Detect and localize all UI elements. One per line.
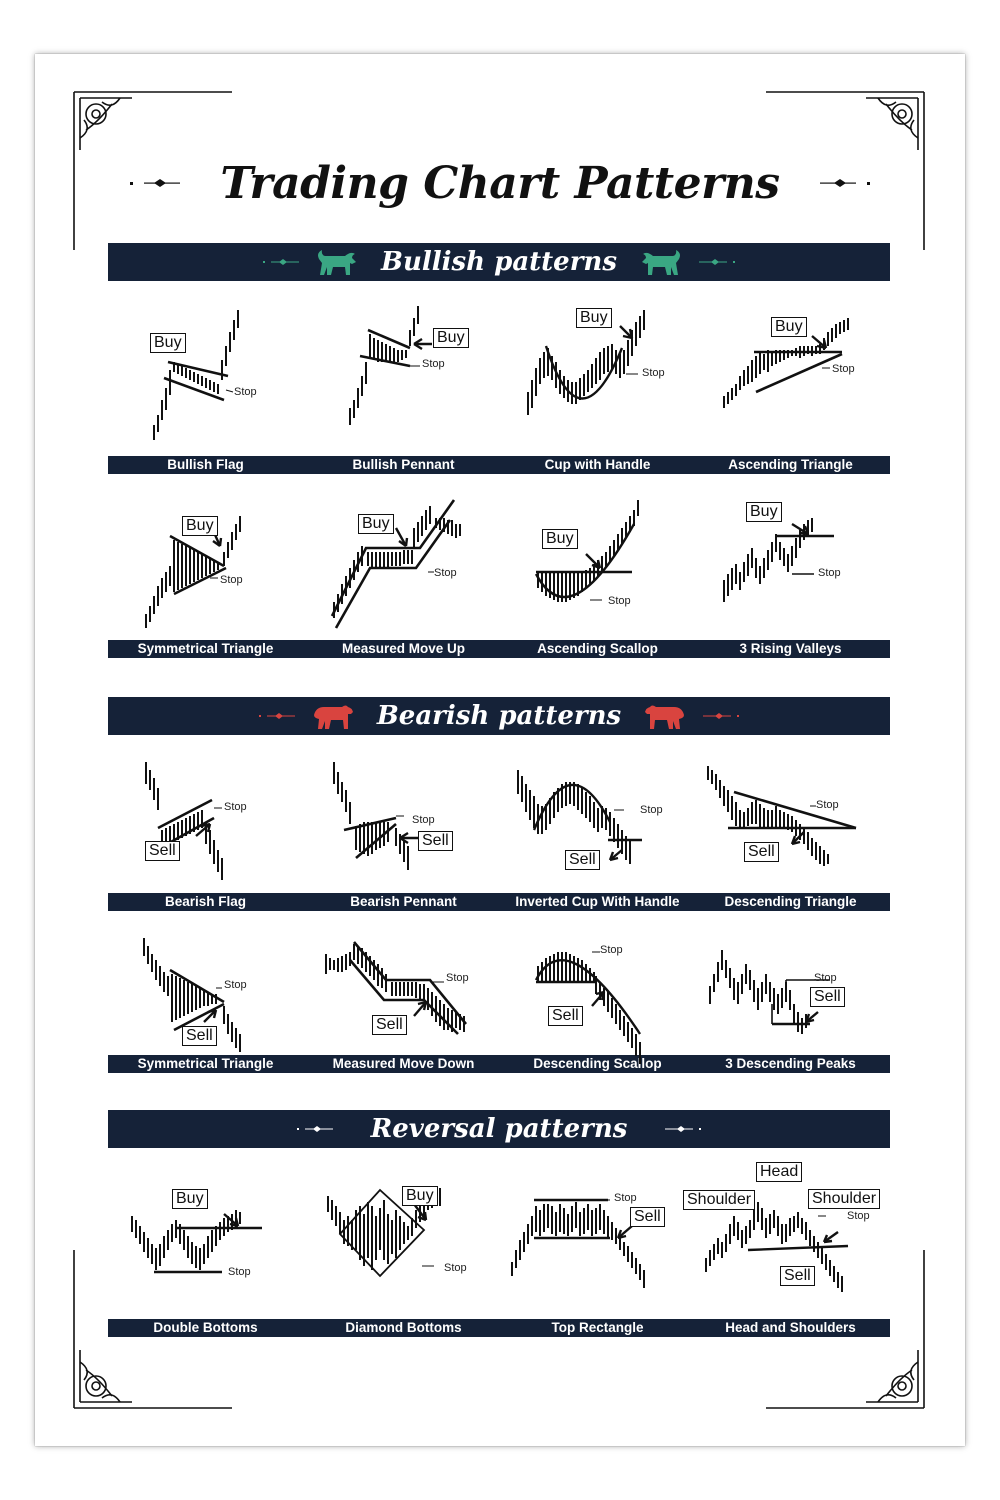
stop-label: Stop	[814, 972, 837, 984]
sell-label: Sell	[565, 850, 600, 870]
bear-icon	[643, 701, 687, 731]
sell-label: Sell	[548, 1006, 583, 1026]
sell-label: Sell	[418, 831, 453, 851]
stop-label: Stop	[224, 979, 247, 991]
banner-ornament	[661, 1124, 701, 1134]
title-ornament-right	[808, 177, 870, 189]
pattern-name: 3 Rising Valleys	[739, 641, 842, 656]
pattern-chart-3-rising-valleys	[716, 488, 906, 638]
buy-label: Buy	[150, 333, 186, 353]
stop-label: Stop	[434, 567, 457, 579]
pattern-chart-ascending-triangle	[716, 300, 906, 450]
page-title: Trading Chart Patterns	[220, 157, 780, 209]
stop-label: Stop	[832, 363, 855, 375]
pattern-chart-descending-scallop	[520, 930, 710, 1080]
label-bar-bullish-2	[108, 640, 890, 658]
pattern-name: Descending Scallop	[533, 1056, 662, 1071]
stop-label: Stop	[608, 595, 631, 607]
buy-label: Buy	[358, 514, 394, 534]
pattern-chart-cup-with-handle	[520, 300, 710, 450]
sell-label: Sell	[145, 841, 180, 861]
pattern-name: Bullish Pennant	[352, 457, 455, 472]
pattern-chart-inverted-cup	[510, 750, 700, 900]
sell-label: Sell	[372, 1015, 407, 1035]
pattern-chart-bearish-pennant	[330, 750, 520, 900]
pattern-name: Bearish Flag	[164, 894, 247, 909]
banner-ornament	[259, 711, 299, 721]
title-row	[0, 148, 1000, 218]
pattern-name: Cup with Handle	[544, 457, 651, 472]
sell-label: Sell	[630, 1207, 665, 1227]
pattern-chart-bearish-flag	[140, 750, 330, 900]
pattern-name: Symmetrical Triangle	[137, 641, 274, 656]
banner-ornament	[263, 257, 303, 267]
pattern-name: Symmetrical Triangle	[137, 1056, 274, 1071]
buy-label: Buy	[542, 529, 578, 549]
buy-label: Buy	[433, 328, 469, 348]
section-banner-reversal	[108, 1110, 890, 1148]
pattern-name: Bullish Flag	[167, 457, 244, 472]
label-bar-bullish-1	[108, 456, 890, 474]
section-heading-bullish: Bullish patterns	[381, 247, 617, 277]
banner-ornament	[699, 711, 739, 721]
pattern-chart-symmetrical-triangle-bear	[140, 930, 330, 1080]
stop-label: Stop	[446, 972, 469, 984]
banner-ornament	[695, 257, 735, 267]
stop-label: Stop	[444, 1262, 467, 1274]
pattern-chart-bullish-pennant	[340, 300, 530, 450]
section-banner-bearish	[108, 697, 890, 735]
bull-icon	[315, 247, 359, 277]
sell-label: Sell	[810, 987, 845, 1007]
pattern-name: 3 Descending Peaks	[725, 1056, 856, 1071]
pattern-name: Ascending Scallop	[537, 641, 658, 656]
stop-label: Stop	[228, 1266, 251, 1278]
pattern-chart-bullish-flag	[140, 300, 330, 450]
shoulder-label-left: Shoulder	[683, 1190, 755, 1210]
sell-label: Sell	[780, 1266, 815, 1286]
stop-label: Stop	[642, 367, 665, 379]
section-heading-bearish: Bearish patterns	[376, 701, 622, 731]
stop-label: Stop	[847, 1210, 870, 1222]
pattern-name: Measured Move Up	[341, 641, 466, 656]
pattern-chart-descending-triangle	[700, 750, 890, 900]
pattern-chart-head-and-shoulders	[687, 1163, 890, 1330]
pattern-chart-ascending-scallop	[530, 488, 720, 638]
sell-label: Sell	[182, 1026, 217, 1046]
shoulder-label-right: Shoulder	[808, 1189, 880, 1209]
bull-icon	[639, 247, 683, 277]
stop-label: Stop	[234, 386, 257, 398]
pattern-name: Top Rectangle	[551, 1320, 644, 1335]
buy-label: Buy	[576, 308, 612, 328]
stop-label: Stop	[224, 801, 247, 813]
pattern-chart-measured-move-down	[320, 930, 510, 1080]
pattern-name: Head and Shoulders	[725, 1320, 856, 1335]
pattern-name: Ascending Triangle	[728, 457, 853, 472]
stop-label: Stop	[818, 567, 841, 579]
buy-label: Buy	[402, 1186, 438, 1206]
sell-label: Sell	[744, 842, 779, 862]
stop-label: Stop	[422, 358, 445, 370]
pattern-name: Diamond Bottoms	[345, 1320, 462, 1335]
buy-label: Buy	[771, 317, 807, 337]
bear-icon	[311, 701, 355, 731]
pattern-chart-diamond-bottoms	[322, 1180, 512, 1330]
banner-ornament	[297, 1124, 337, 1134]
pattern-name: Bearish Pennant	[350, 894, 457, 909]
buy-label: Buy	[746, 502, 782, 522]
pattern-chart-double-bottoms	[126, 1180, 316, 1330]
pattern-name: Inverted Cup With Handle	[515, 894, 680, 909]
stop-label: Stop	[614, 1192, 637, 1204]
title-ornament-left	[130, 177, 192, 189]
stop-label: Stop	[220, 574, 243, 586]
pattern-chart-3-descending-peaks	[700, 930, 890, 1080]
pattern-name: Double Bottoms	[153, 1320, 258, 1335]
stop-label: Stop	[640, 804, 663, 816]
head-label: Head	[756, 1162, 802, 1182]
section-banner-bullish	[108, 243, 890, 281]
stop-label: Stop	[816, 799, 839, 811]
stop-label: Stop	[412, 814, 435, 826]
pattern-name: Measured Move Down	[332, 1056, 475, 1071]
pattern-chart-top-rectangle	[506, 1180, 696, 1330]
buy-label: Buy	[172, 1189, 208, 1209]
section-heading-reversal: Reversal patterns	[370, 1114, 628, 1144]
pattern-chart-measured-move-up	[330, 488, 520, 638]
buy-label: Buy	[182, 516, 218, 536]
pattern-chart-symmetrical-triangle-bull	[140, 488, 330, 638]
pattern-name: Descending Triangle	[724, 894, 857, 909]
stop-label: Stop	[600, 944, 623, 956]
